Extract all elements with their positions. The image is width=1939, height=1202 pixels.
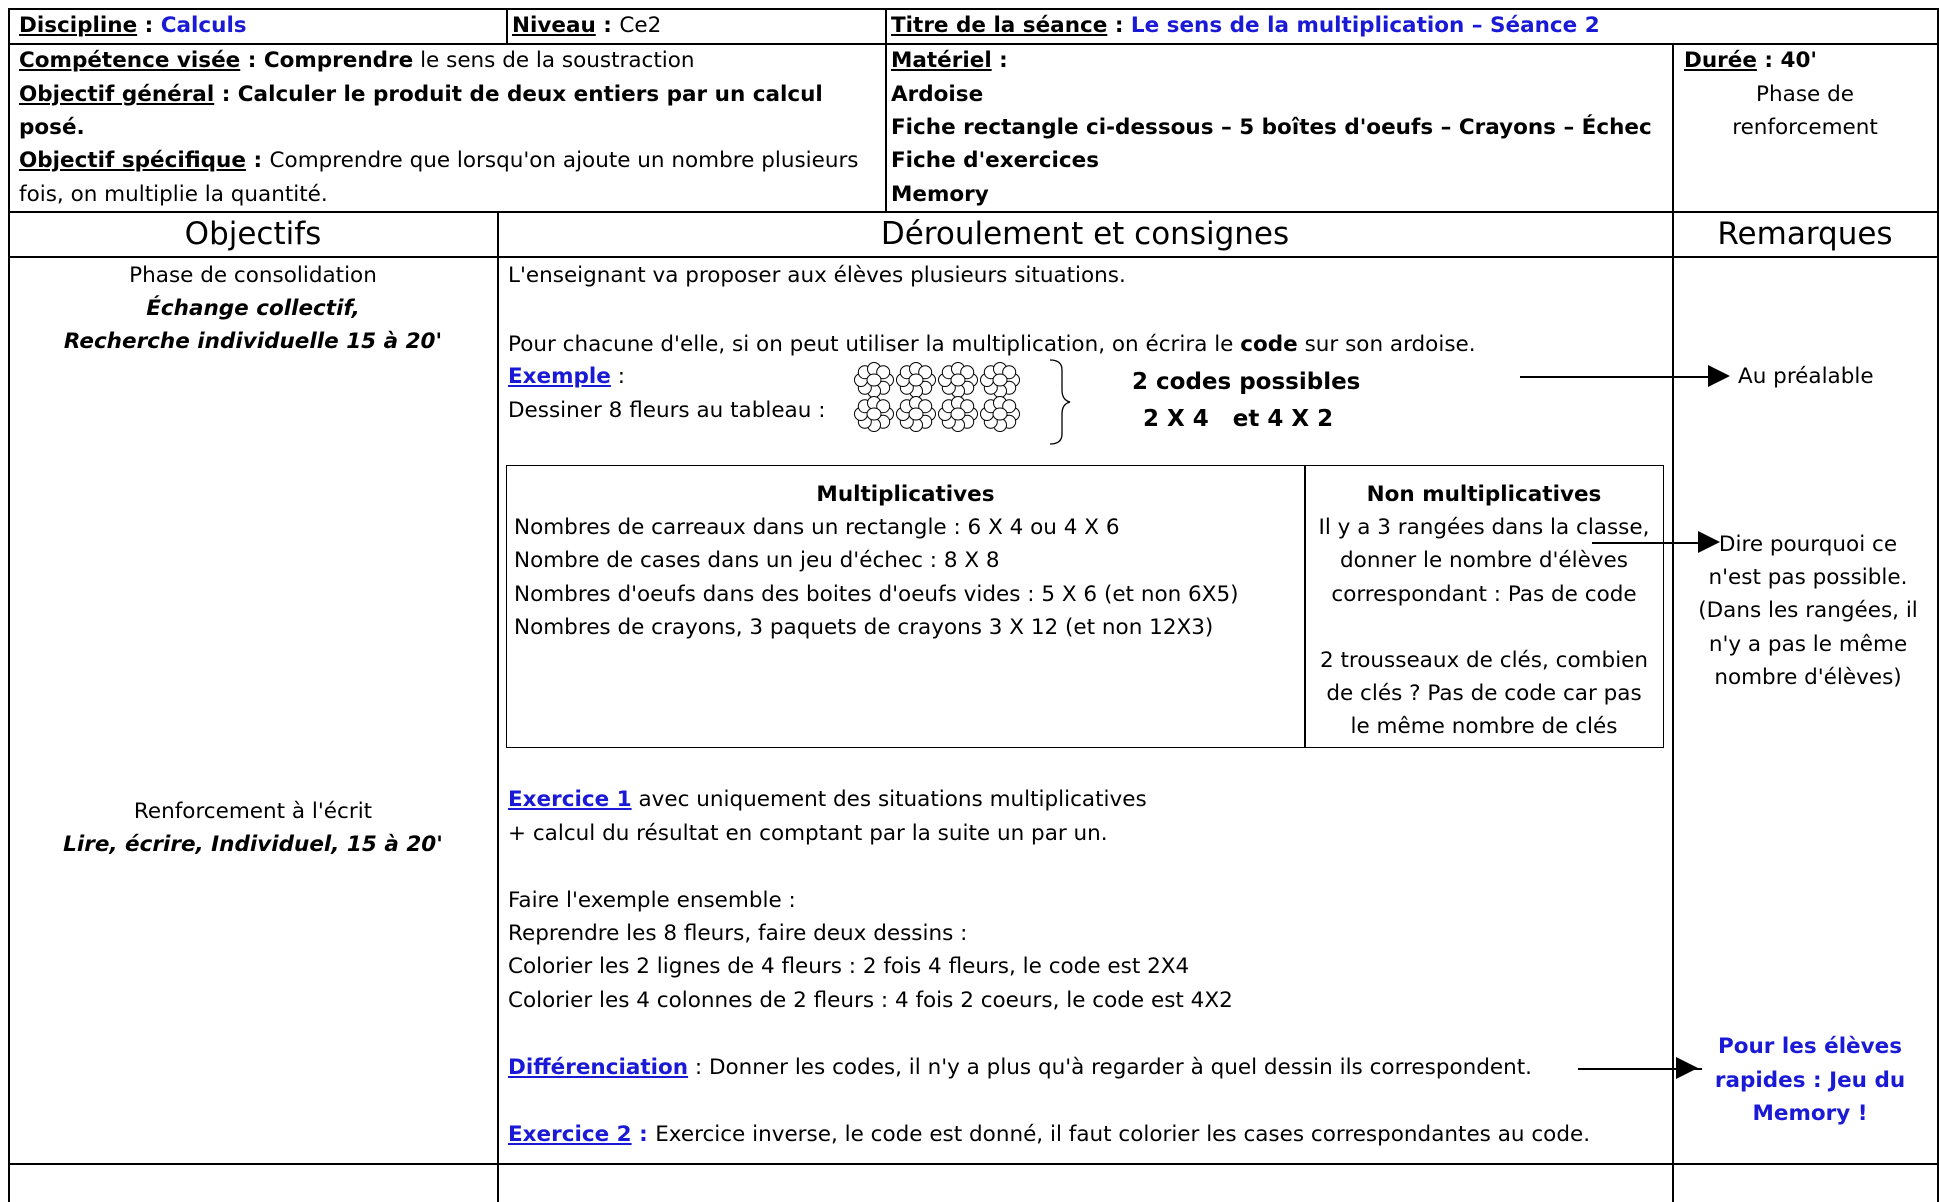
materiel-item: Fiche rectangle ci-dessous – 5 boîtes d'oeufs – Crayons – Échec	[891, 115, 1652, 140]
exemple-ensemble-text: Faire l'exemple ensemble :	[508, 888, 796, 913]
objectif-general-line2: posé.	[19, 115, 85, 140]
remarque-rapides-line: Pour les élèves	[1717, 1034, 1903, 1059]
competence-bold: Comprendre	[263, 48, 414, 73]
mult-header: Multiplicatives	[816, 482, 995, 507]
flower-icon	[897, 363, 936, 398]
duree-title	[1684, 44, 1817, 77]
exercice1-link[interactable]: Exercice 1	[508, 787, 632, 812]
competence-line	[19, 44, 695, 77]
intro-text: L'enseignant va proposer aux élèves plusieurs situations.	[508, 263, 1126, 288]
phase2-line1: Lire, écrire, Individuel, 15 à 20'	[63, 832, 443, 857]
objectif-general-label: Objectif général	[19, 82, 215, 107]
codes-value: 2 X 4 et 4 X 2	[1143, 406, 1334, 432]
materiel-item: Fiche d'exercices	[891, 148, 1100, 173]
duree-phase-line2: renforcement	[1732, 115, 1878, 140]
titre-label: Titre de la séance	[891, 13, 1108, 38]
flower-icon	[981, 397, 1020, 432]
arrow-prealable-line	[1520, 376, 1712, 378]
titre-sep: :	[1107, 13, 1131, 38]
remarque-pourquoi-line: n'y a pas le même	[1708, 632, 1908, 657]
materiel-sep: :	[991, 48, 1008, 73]
flower-icon	[897, 397, 936, 432]
materiel-item: Ardoise	[891, 82, 984, 107]
remarque-pourquoi-line: nombre d'élèves)	[1714, 665, 1902, 690]
remarque-pourquoi-line: (Dans les rangées, il	[1698, 598, 1918, 623]
consigne-a: Pour chacune d'elle, si on peut utiliser la multiplication, on écrira le	[508, 332, 1241, 357]
objectif-general-line	[19, 78, 823, 111]
niveau-sep: :	[595, 13, 620, 38]
exercice2-line	[508, 1118, 1590, 1151]
column-header-deroulement: Déroulement et consignes	[880, 216, 1290, 252]
competence-sep: :	[240, 48, 264, 73]
codes-title: 2 codes possibles	[1132, 369, 1361, 395]
row-divider-4	[8, 1163, 1939, 1165]
nonmult-row: le même nombre de clés	[1350, 714, 1618, 739]
duree-sep: :	[1756, 48, 1781, 73]
phase2-title: Renforcement à l'écrit	[133, 799, 373, 824]
nonmult-row: 2 trousseaux de clés, combien	[1319, 648, 1649, 673]
objectif-specifique-text: Comprendre que lorsqu'on ajoute un nombre plusieurs	[269, 148, 859, 173]
duree-label: Durée	[1684, 48, 1757, 73]
discipline-value: Calculs	[160, 13, 247, 38]
exemple-line	[508, 360, 625, 393]
phase1-title: Phase de consolidation	[129, 263, 377, 288]
discipline-cell	[19, 9, 247, 42]
duree-value: 40'	[1780, 48, 1818, 73]
column-header-objectifs: Objectifs	[184, 216, 322, 252]
remarque-pourquoi-line: n'est pas possible.	[1708, 565, 1908, 590]
nonmult-row: Il y a 3 rangées dans la classe,	[1318, 515, 1650, 540]
objectif-general-text: Calculer le produit de deux entiers par un calcul	[237, 82, 823, 107]
flower-icon	[939, 397, 978, 432]
exemple-sep: :	[610, 364, 625, 389]
exemple-link[interactable]: Exemple	[508, 364, 611, 389]
exercice1-text: avec uniquement des situations multiplicatives	[631, 787, 1147, 812]
nonmult-row: correspondant : Pas de code	[1331, 582, 1637, 607]
column-header-remarques: Remarques	[1717, 216, 1893, 252]
colorier1-text: Colorier les 2 lignes de 4 fleurs : 2 fois 4 fleurs, le code est 2X4	[508, 954, 1190, 979]
consigne-b: sur son ardoise.	[1297, 332, 1476, 357]
discipline-label: Discipline	[19, 13, 138, 38]
border-right	[1937, 8, 1939, 1202]
differenciation-link[interactable]: Différenciation	[508, 1055, 689, 1080]
flowers-row	[855, 360, 1071, 444]
nonmult-row: donner le nombre d'élèves	[1340, 548, 1628, 573]
competence-label: Compétence visée	[19, 48, 241, 73]
titre-cell	[891, 9, 1600, 42]
duree-phase-line1: Phase de	[1756, 82, 1854, 107]
materiel-title	[891, 44, 1008, 77]
differenciation-text: : Donner les codes, il n'y a plus qu'à regarder à quel dessin ils correspondent.	[688, 1055, 1533, 1080]
objectif-specifique-sep: :	[245, 148, 270, 173]
consigne-code: code	[1240, 332, 1298, 357]
mult-row: Nombre de cases dans un jeu d'échec : 8 X 8	[514, 548, 1000, 573]
objectif-specifique-line2: fois, on multiplie la quantité.	[19, 182, 328, 207]
mult-row: Nombres de carreaux dans un rectangle : 6 X 4 ou 4 X 6	[514, 515, 1120, 540]
titre-value: Le sens de la multiplication – Séance 2	[1130, 13, 1600, 38]
flower-icon	[855, 397, 894, 432]
niveau-label: Niveau	[512, 13, 596, 38]
discipline-sep: :	[137, 13, 161, 38]
materiel-label: Matériel	[891, 48, 992, 73]
border-left	[8, 8, 10, 1202]
niveau-cell	[512, 9, 661, 42]
materiel-item: Memory	[891, 182, 989, 207]
colorier2-text: Colorier les 4 colonnes de 2 fleurs : 4 fois 2 coeurs, le code est 4X2	[508, 988, 1233, 1013]
exercice2-link[interactable]: Exercice 2	[508, 1122, 632, 1147]
arrow-prealable-head	[1708, 365, 1730, 387]
remarque-rapides-line: rapides : Jeu du	[1714, 1068, 1906, 1093]
flower-icon	[939, 363, 978, 398]
reprendre-text: Reprendre les 8 fleurs, faire deux dessins :	[508, 921, 968, 946]
mult-row: Nombres de crayons, 3 paquets de crayons 3 X 12 (et non 12X3)	[514, 615, 1214, 640]
exercice1-line2: + calcul du résultat en comptant par la suite un par un.	[508, 821, 1108, 846]
remarque-pourquoi-line: Dire pourquoi ce	[1718, 532, 1898, 557]
exercice1-line	[508, 783, 1147, 816]
objectif-specifique-label: Objectif spécifique	[19, 148, 246, 173]
mult-row: Nombres d'oeufs dans des boites d'oeufs vides : 5 X 6 (et non 6X5)	[514, 582, 1239, 607]
brace-icon	[1050, 360, 1070, 444]
phase1-line2: Recherche individuelle 15 à 20'	[63, 329, 443, 354]
remarque-rapides-line: Memory !	[1752, 1101, 1868, 1126]
col-divider-d	[497, 211, 499, 1202]
competence-rest: le sens de la soustraction	[413, 48, 695, 73]
exercice2-text: Exercice inverse, le code est donné, il faut colorier les cases correspondantes au code.	[655, 1122, 1591, 1147]
flower-icon	[981, 363, 1020, 398]
differenciation-line	[508, 1051, 1532, 1084]
objectif-general-sep: :	[214, 82, 238, 107]
objectif-specifique-line	[19, 144, 859, 177]
nonmult-row: de clés ? Pas de code car pas	[1326, 681, 1642, 706]
dessiner-text: Dessiner 8 fleurs au tableau :	[508, 398, 826, 423]
situations-table	[506, 465, 1664, 748]
remarque-prealable: Au préalable	[1738, 364, 1874, 389]
row-divider-2	[8, 211, 1939, 213]
phase1-line1: Échange collectif,	[146, 296, 360, 321]
row-divider-3	[8, 256, 1939, 258]
exercice2-sep: :	[631, 1122, 656, 1147]
flower-icon	[855, 363, 894, 398]
col-divider-a	[506, 8, 508, 44]
nonmult-header: Non multiplicatives	[1366, 482, 1602, 507]
niveau-value: Ce2	[619, 13, 662, 38]
col-divider-b	[885, 8, 887, 212]
flowers-illustration	[852, 356, 1072, 448]
